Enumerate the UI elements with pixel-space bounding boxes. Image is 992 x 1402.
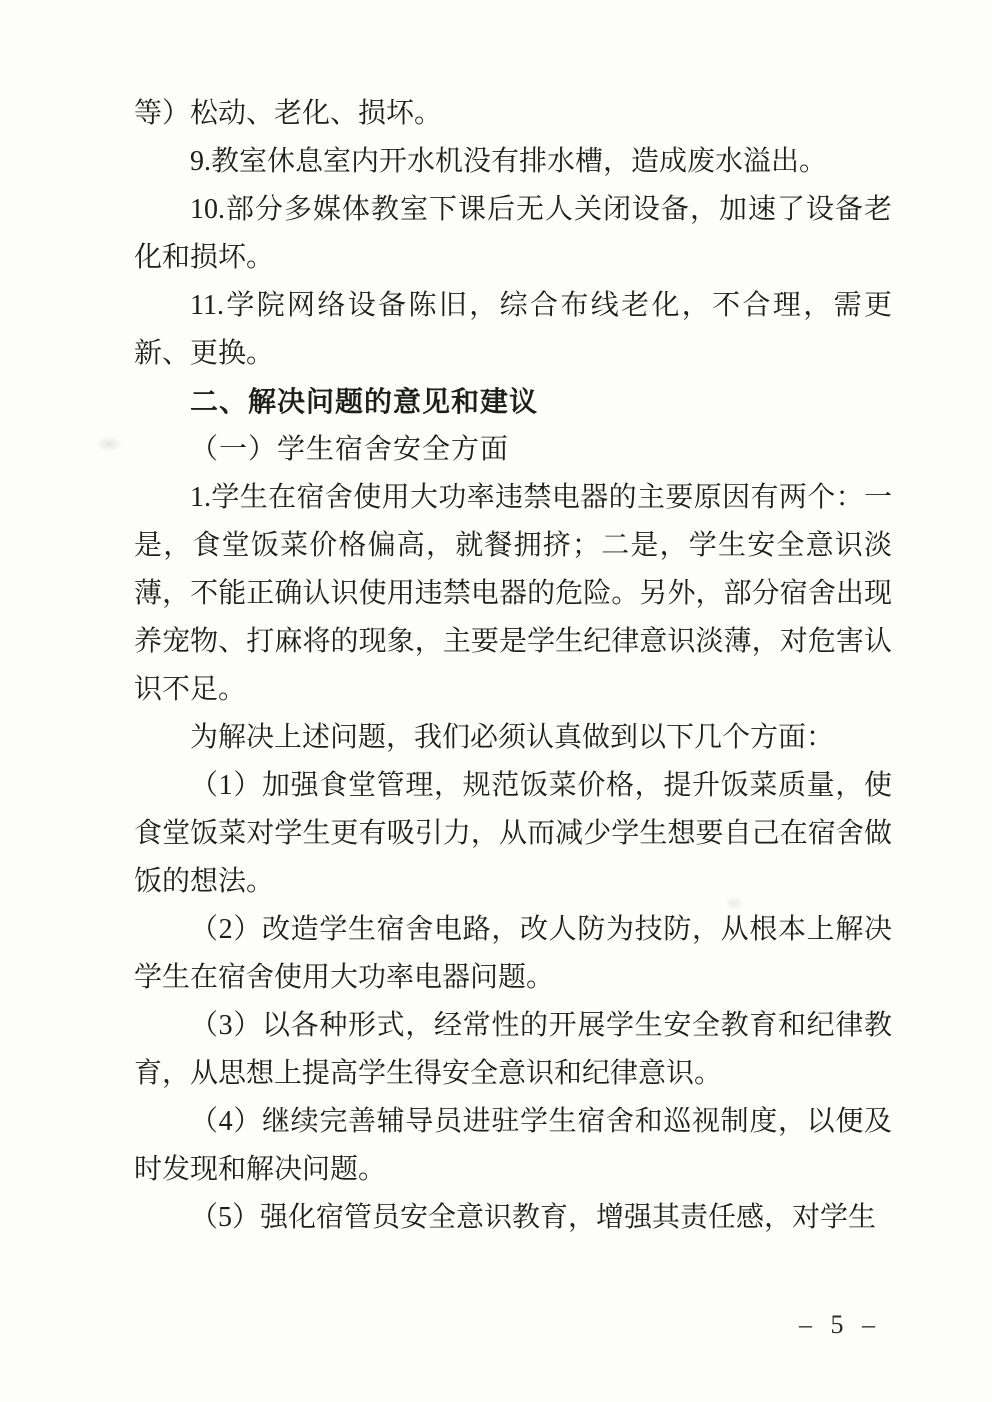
scan-smudge [96, 436, 122, 452]
paragraph: （2）改造学生宿舍电路，改人防为技防，从根本上解决学生在宿舍使用大功率电器问题。 [134, 914, 892, 993]
paragraph: 为解决上述问题，我们必须认真做到以下几个方面： [190, 722, 835, 753]
paragraph: 9.教室休息室内开水机没有排水槽，造成废水溢出。 [190, 146, 828, 177]
sub-heading: （一）学生宿舍安全方面 [190, 434, 510, 465]
paragraph: （1）加强食堂管理，规范饭菜价格，提升饭菜质量，使食堂饭菜对学生更有吸引力，从而减少学生想要自己在宿舍做饭的想法。 [134, 770, 892, 897]
section-heading: 二、解决问题的意见和建议 [190, 386, 539, 417]
text-block [134, 90, 892, 1242]
paragraph: 1.学生在宿舍使用大功率违禁电器的主要原因有两个：一是，食堂饭菜价格偏高，就餐拥挤；二是，学生安全意识淡薄，不能正确认识使用违禁电器的危险。另外，部分宿舍出现养宠物、打麻将的现象，主要是学生纪律意识淡薄，对危害认识不足。 [134, 482, 892, 705]
paragraph: 11.学院网络设备陈旧，综合布线老化，不合理，需更新、更换。 [134, 290, 892, 369]
paragraph-continuation: 等）松动、老化、损坏。 [134, 98, 443, 129]
paragraph: （4）继续完善辅导员进驻学生宿舍和巡视制度，以便及时发现和解决问题。 [134, 1106, 892, 1185]
page-number: – 5 – [799, 1310, 881, 1339]
paragraph: 10.部分多媒体教室下课后无人关闭设备，加速了设备老化和损坏。 [134, 194, 892, 273]
paragraph: （5）强化宿管员安全意识教育，增强其责任感，对学生 [190, 1202, 877, 1233]
paragraph: （3）以各种形式，经常性的开展学生安全教育和纪律教育，从思想上提高学生得安全意识和纪律意识。 [134, 1010, 892, 1089]
